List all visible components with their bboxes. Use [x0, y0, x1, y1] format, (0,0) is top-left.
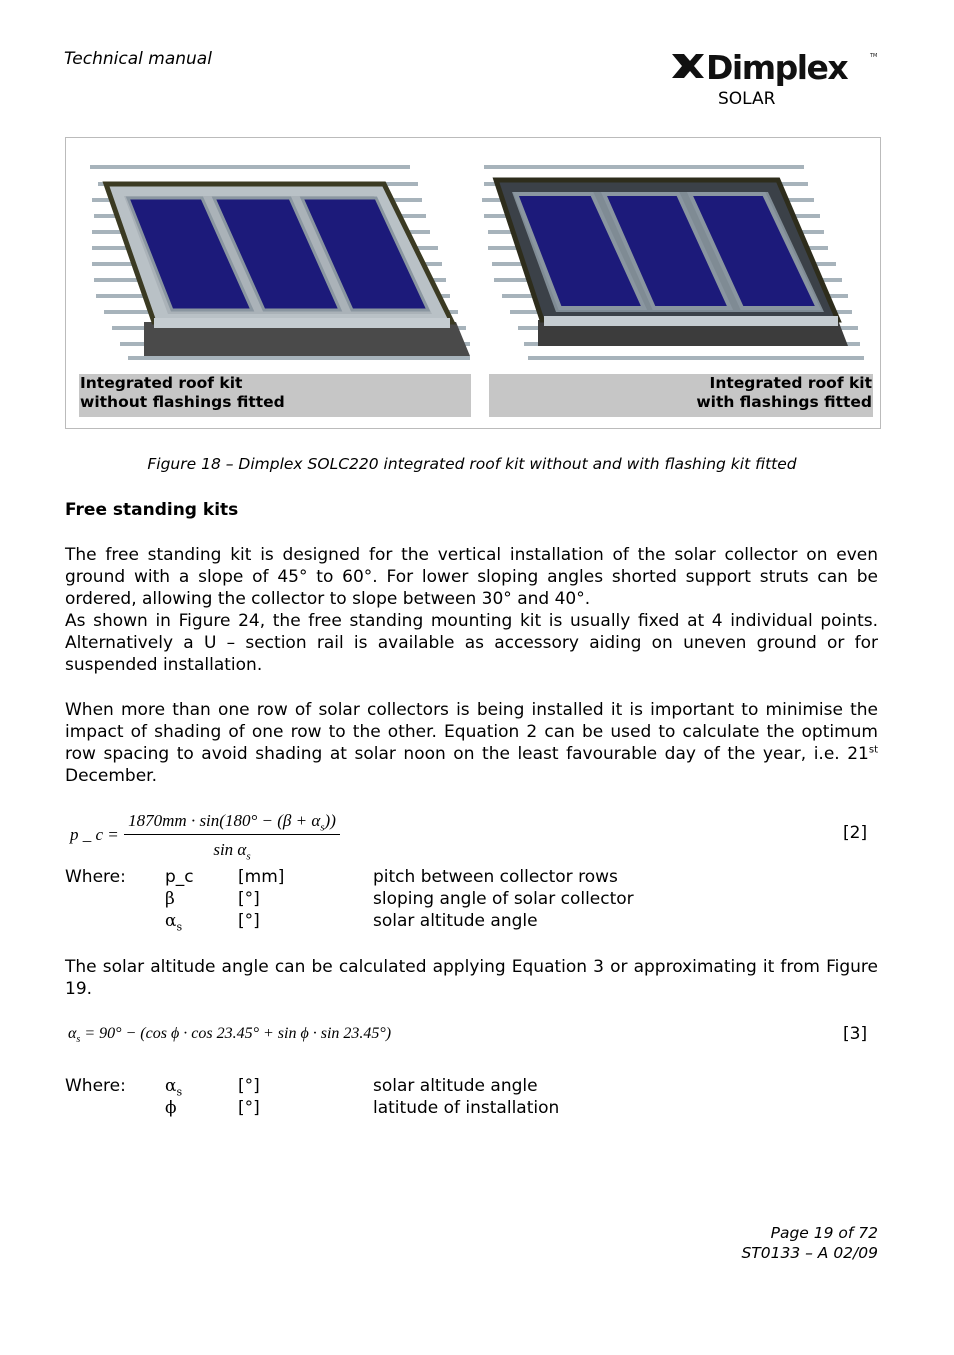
paragraph-1a: The free standing kit is designed for the vertical installation of the solar collector on even ground with a slope of 45° to 60°. For lower sloping angles shorted support struts can be ordered, allowing the collector to slope between 30° and 40°.	[65, 545, 878, 609]
where-description: solar altitude angle	[373, 1076, 538, 1096]
roof-kit-without-flashings-image	[84, 156, 470, 366]
equation-2-lhs: p _ c =	[70, 825, 119, 844]
figure-label-right-line2: with flashings fitted	[696, 393, 872, 411]
section-heading: Free standing kits	[65, 500, 239, 520]
where-description: pitch between collector rows	[373, 867, 618, 887]
equation-2-numerator: $1870mm \cdot \sin(180^\circ - (\beta + \alpha_s))$	[124, 811, 340, 835]
where-label-2: Where:	[65, 1076, 126, 1096]
figure-label-right	[489, 374, 873, 417]
where-symbol: $\alpha_s$	[165, 911, 183, 934]
where-symbol: ϕ	[165, 1098, 177, 1118]
equation-3: $\alpha_s = 90^\circ - (\cos$ ϕ · cos 23.45° + sin ϕ · sin 23.45°)	[68, 1025, 392, 1046]
paragraph-2-text: When more than one row of solar collectors is being installed it is important to minimise the impact of shading of one row to the other. Equation 2 can be used to calculate the optimum row spacing to avoid shading at solar noon on the least favourable day of the year, i.e. 21	[65, 700, 878, 764]
where-symbol: β	[165, 889, 175, 909]
paragraph-free-standing	[65, 544, 878, 676]
figure-caption: Figure 18 – Dimplex SOLC220 integrated roof kit without and with flashing kit fitted	[147, 455, 797, 473]
where-symbol: $\alpha_s$	[165, 1076, 183, 1099]
roof-kit-with-flashings-image	[478, 156, 864, 366]
paragraph-row-spacing	[65, 699, 878, 787]
equation-2-denominator: $\sin \alpha_s$	[213, 840, 251, 863]
figure-label-right-line1: Integrated roof kit	[709, 374, 872, 392]
document-reference: ST0133 – A 02/09	[741, 1244, 878, 1262]
paragraph-altitude: The solar altitude angle can be calculated applying Equation 3 or approximating it from Figure 19.	[65, 957, 878, 999]
where-description: solar altitude angle	[373, 911, 538, 931]
where-unit: [°]	[238, 1098, 260, 1118]
figure-label-left-line1: Integrated roof kit	[80, 374, 243, 392]
logo-subtitle: SOLAR	[718, 89, 776, 109]
figure-label-left	[79, 374, 471, 417]
where-description: sloping angle of solar collector	[373, 889, 634, 909]
logo-wordmark: Dimplex	[706, 48, 848, 87]
dimplex-logo	[670, 48, 876, 88]
document-title: Technical manual	[64, 49, 212, 69]
figure-18	[65, 137, 881, 429]
where-unit: [°]	[238, 911, 260, 931]
where-symbol: p_c	[165, 867, 194, 887]
where-unit: [°]	[238, 1076, 260, 1096]
where-description: latitude of installation	[373, 1098, 560, 1118]
equation-2-number: [2]	[843, 823, 868, 843]
svg-text:TM: TM	[870, 53, 878, 59]
where-unit: [°]	[238, 889, 260, 909]
where-label-1: Where:	[65, 867, 126, 887]
where-unit: [mm]	[238, 867, 285, 887]
page-number: Page 19 of 72	[770, 1224, 878, 1242]
figure-label-left-line2: without flashings fitted	[80, 393, 285, 411]
equation-3-number: [3]	[843, 1024, 868, 1044]
paragraph-2-end: December.	[65, 766, 157, 786]
superscript-st: st	[868, 744, 878, 756]
paragraph-1b: As shown in Figure 24, the free standing mounting kit is usually fixed at 4 individual points. Alternatively a U – section rail is available as accessory aiding on uneven ground or for suspended installation.	[65, 611, 878, 675]
